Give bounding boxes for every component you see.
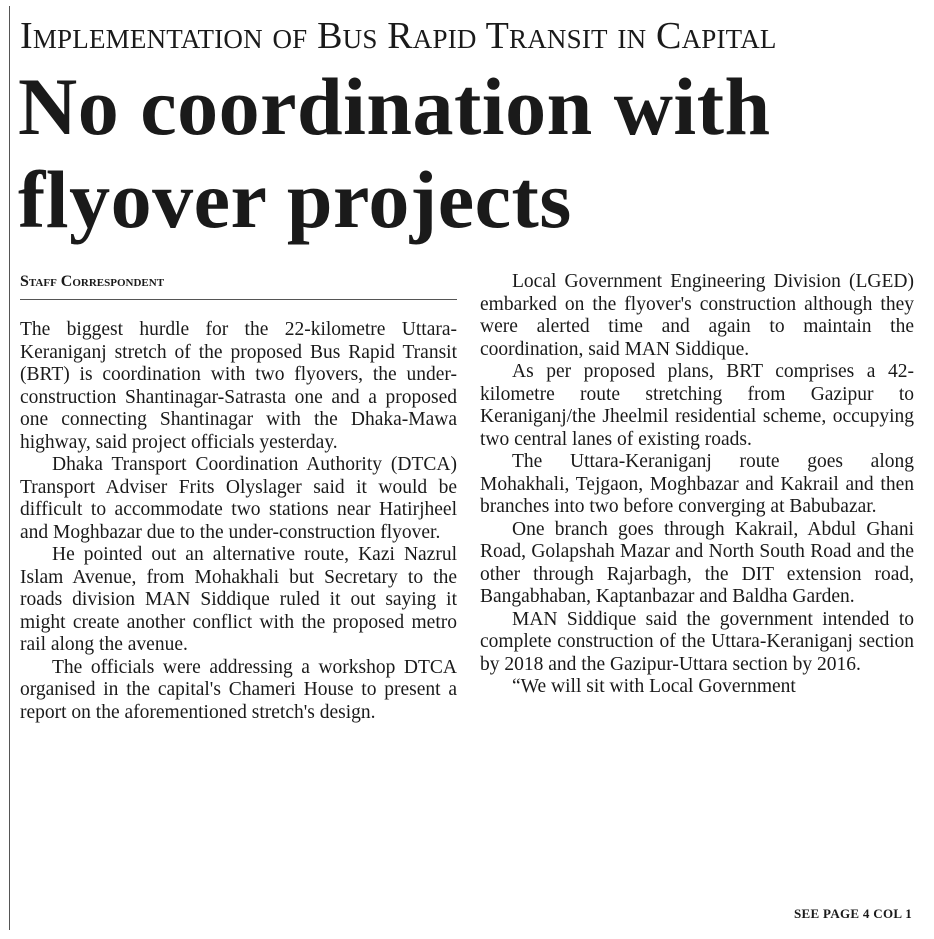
article-body-left — [20, 319, 457, 724]
jump-line: SEE PAGE 4 COL 1 — [794, 906, 912, 921]
byline-divider — [20, 299, 457, 300]
paragraph: He pointed out an alternative route, Kazi Nazrul Islam Avenue, from Mohakhali but Secretary to the roads division MAN Siddique ruled it out saying it might create another conflict with the proposed metro rail along the avenue. — [20, 544, 457, 655]
paragraph: One branch goes through Kakrail, Abdul Ghani Road, Golapshah Mazar and North South Road and the other through Rajarbagh, the DIT extension road, Bangabhaban, Kaptanbazar and Baldha Garden. — [480, 518, 914, 607]
paragraph: As per proposed plans, BRT comprises a 42-kilometre route stretching from Gazipur to Keraniganj/the Jheelmil residential scheme, occupying two central lanes of existing roads. — [480, 361, 914, 450]
paragraph: Dhaka Transport Coordination Authority (DTCA) Transport Adviser Frits Olyslager said it would be difficult to accommodate two stations near Hatirjheel and Moghbazar due to the under-construction flyover. — [20, 454, 457, 543]
kicker: Implementation of Bus Rapid Transit in Capital — [20, 15, 777, 57]
paragraph: “We will sit with Local Government — [512, 676, 796, 697]
paragraph: The officials were addressing a workshop DTCA organised in the capital's Chameri House to present a report on the aforementioned stretch's design. — [20, 656, 457, 723]
paragraph: MAN Siddique said the government intended to complete construction of the Uttara-Keraniganj section by 2018 and the Gazipur-Uttara section by 2016. — [480, 608, 914, 675]
paragraph: Local Government Engineering Division (LGED) embarked on the flyover's construction although they were alerted time and again to maintain the coordination, said MAN Siddique. — [480, 271, 914, 360]
article-body-right — [480, 271, 914, 699]
column-rule — [9, 6, 10, 930]
byline: Staff Correspondent — [20, 273, 165, 290]
paragraph: The Uttara-Keraniganj route goes along Mohakhali, Tejgaon, Moghbazar and Kakrail and then branches into two before converging at Babubazar. — [480, 451, 914, 517]
headline: No coordination with flyover projects — [18, 61, 771, 245]
paragraph: The biggest hurdle for the 22-kilometre Uttara-Keraniganj stretch of the proposed Bus Rapid Transit (BRT) is coordination with two flyovers, the under-construction Shantinagar-Satrasta one and a proposed one connecting Shantinagar with the Dhaka-Mawa highway, said project officials yesterday. — [20, 319, 457, 453]
